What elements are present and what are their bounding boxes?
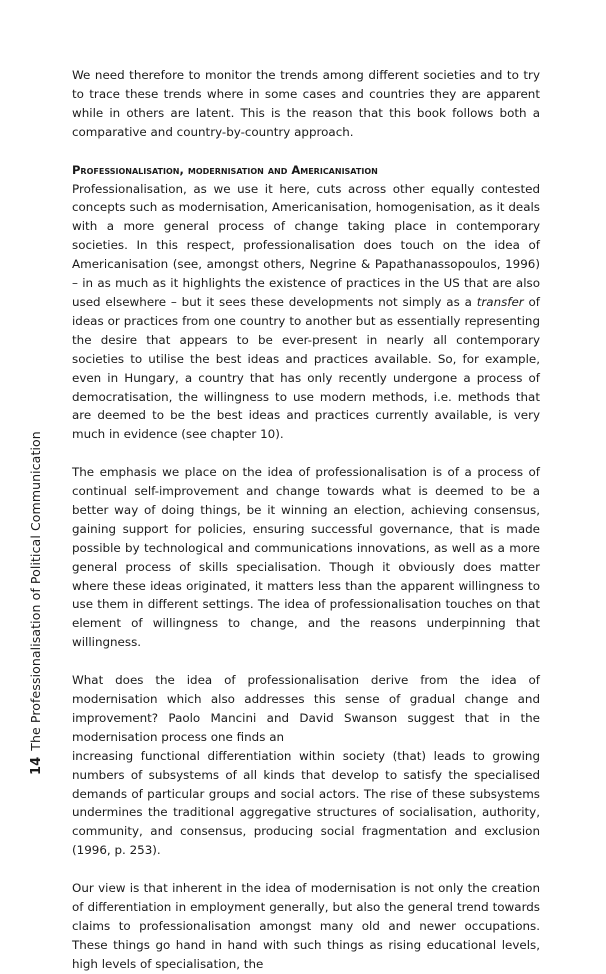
- paragraph-gap: [72, 444, 540, 463]
- paragraph-emphasis: The emphasis we place on the idea of professionalisation is of a process of continual self-improvement and change towards what is deemed to be a better way of doing things, be it winning an election, achieving consensus, gaining support for policies, ensuring successful governance, that is made possible by technological and communications innovations, as well as a more general process of skills specialisation. Though it obviously does matter where these ideas originated, it matters less than the apparent willingness to use them in different settings. The idea of professionalisation touches on that element of willingness to change, and the reasons underpinning that willingness.: [72, 465, 540, 650]
- book-title: The Professionalisation of Political Communication: [28, 431, 43, 751]
- paragraph-view: Our view is that inherent in the idea of modernisation is not only the creation of differentiation in employment generally, but also the general trend towards claims to professionalisation amongst many old and newer occupations. These things go hand in hand with such things as rising educational levels, high levels of specialisation, the: [72, 881, 540, 971]
- page-body: [72, 66, 540, 974]
- page-number: 14: [29, 756, 44, 775]
- block-quote: increasing functional differentiation within society (that) leads to growing numbers of subsystems of all kinds that develop to satisfy the specialised demands of particular groups and social actors. The rise of these subsystems undermines the traditional aggregative structures of socialisation, authority, community, and consensus, producing social fragmentation and exclusion (1996, p. 253).: [72, 748, 540, 858]
- running-sidebar: [27, 431, 47, 775]
- paragraph-professionalisation: [72, 180, 540, 445]
- paragraph-gap: [72, 652, 540, 671]
- paragraph-text: of ideas or practices from one country to another but as essentially representing the desire that appears to be ever-present in nearly all contemporary societies to utilise the best ideas and practices available. So, for example, even in Hungary, a country that has only recently undergone a process of democratisation, the willingness to use modern methods, i.e. methods that are deemed to be the best ideas and practices currently available, is very much in evidence (see chapter 10).: [72, 294, 540, 442]
- paragraph-gap: [72, 860, 540, 879]
- section-heading: Professionalisation, modernisation and Americanisation: [72, 162, 378, 177]
- paragraph-modernisation: What does the idea of professionalisation derive from the idea of modernisation which also addresses this sense of gradual change and improvement? Paolo Mancini and David Swanson suggest that in the modernisation process one finds an: [72, 673, 540, 744]
- running-header: [28, 431, 44, 775]
- paragraph-text: Professionalisation, as we use it here, cuts across other equally contested concepts such as modernisation, Americanisation, homogenisation, as it deals with a more general process of change taking place in contemporary societies. In this respect, professionalisation does touch on the idea of Americanisation (see, amongst others, Negrine & Papathanassopoulos, 1996) – in as much as it highlights the existence of practices in the US that are also used elsewhere – but it sees these developments not simply as a: [72, 181, 540, 309]
- paragraph-intro: We need therefore to monitor the trends among different societies and to try to trace these trends where in some cases and countries they are apparent while in others are latent. This is the reason that this book follows both a comparative and country-by-country approach.: [72, 68, 540, 139]
- italic-term: transfer: [476, 294, 524, 309]
